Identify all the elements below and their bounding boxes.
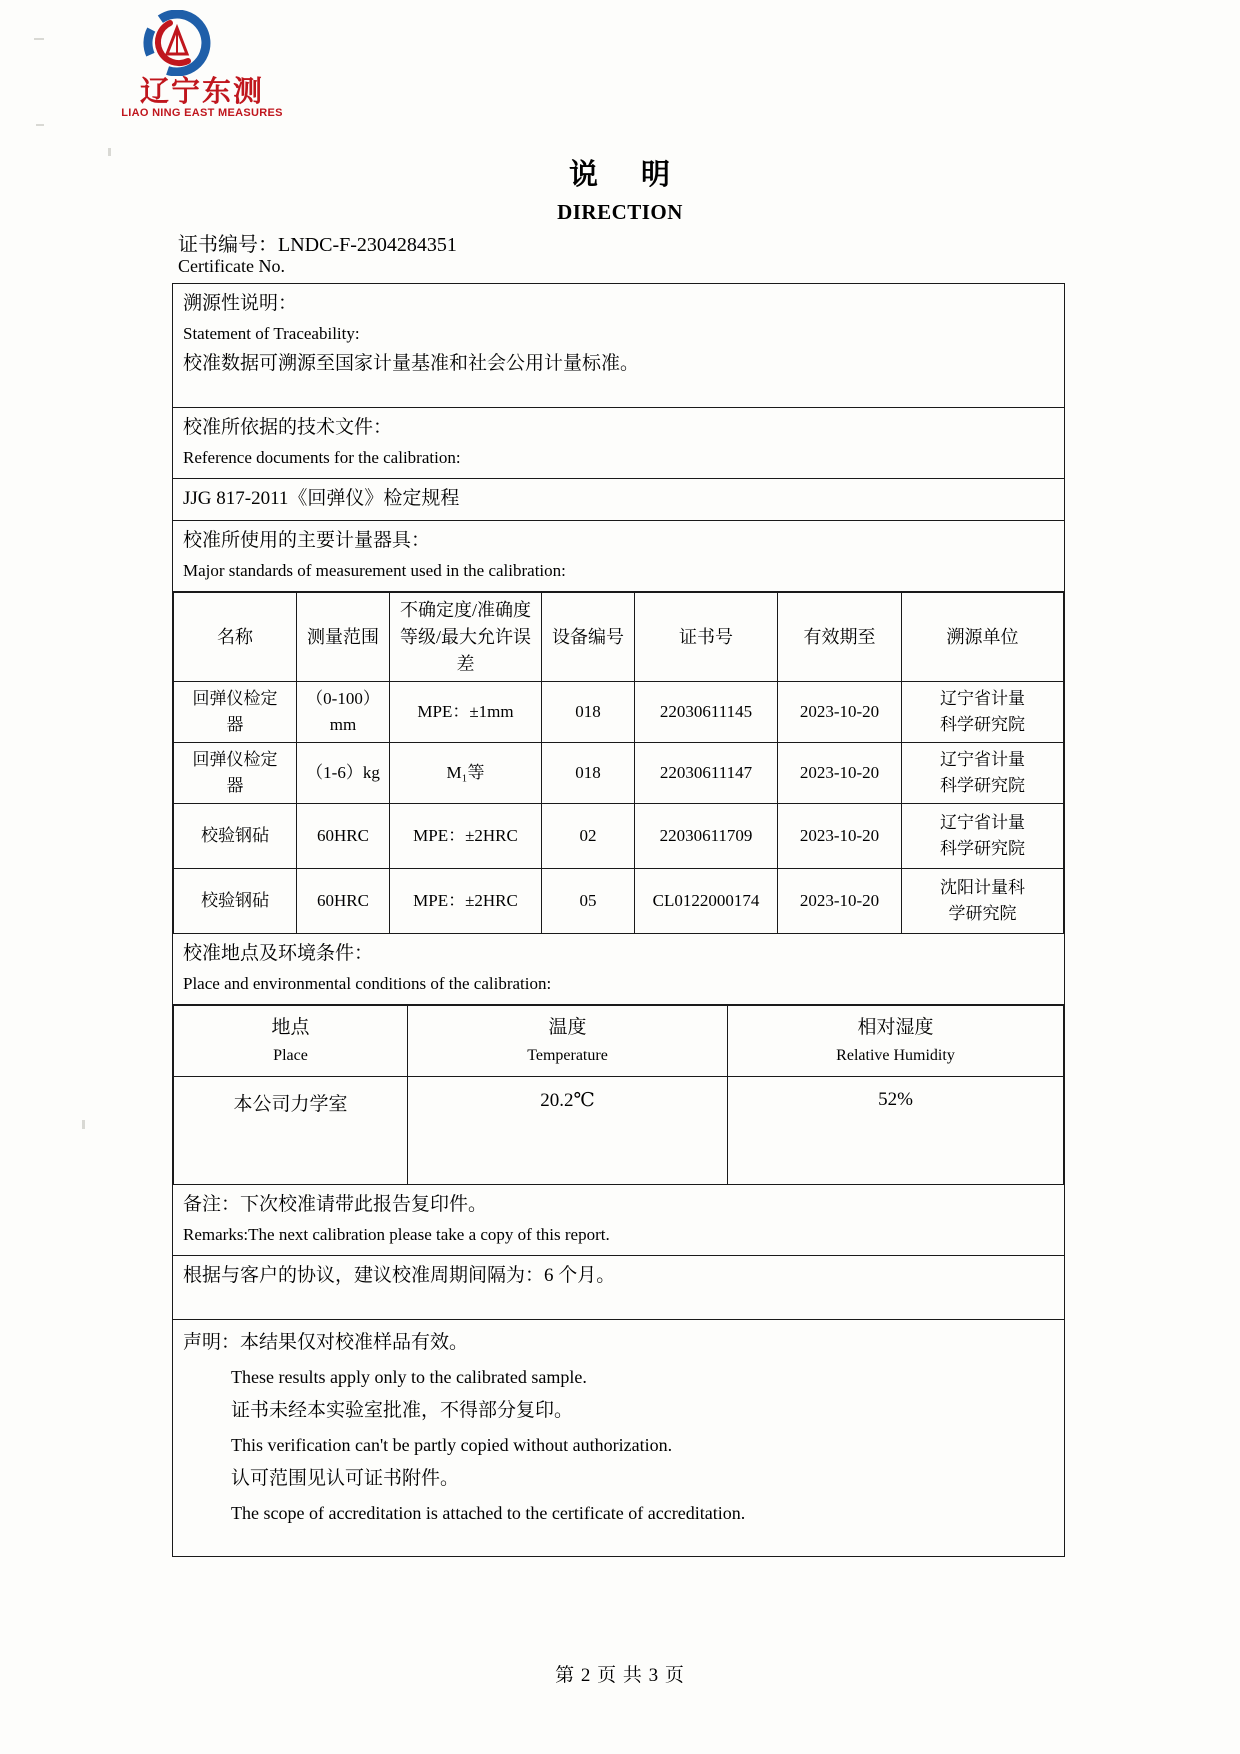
statement-line-5: 认可范围见认可证书附件。	[231, 1468, 460, 1489]
scan-speckle	[82, 1120, 85, 1129]
cell-uncertainty: MPE：±2HRC	[390, 869, 542, 934]
section-calibration-interval	[173, 1256, 1064, 1320]
section-environment-heading	[173, 934, 1064, 1005]
col-header-equipment-no: 设备编号	[542, 593, 635, 682]
cell-certificate-no: 22030611147	[635, 743, 778, 804]
statement-line-6: The scope of accreditation is attached to the certificate of accreditation.	[231, 1503, 746, 1523]
cell-humidity: 52%	[728, 1077, 1064, 1185]
cell-equipment-no: 05	[542, 869, 635, 934]
certificate-number-value: LNDC-F-2304284351	[278, 234, 457, 256]
logo-company-name-cn: 辽宁东测	[139, 74, 264, 108]
remarks-cn: 备注：下次校准请带此报告复印件。	[183, 1194, 488, 1215]
section-statement	[173, 1320, 1064, 1556]
col-header-temperature-cn: 温度	[548, 1017, 587, 1038]
standards-heading-en: Major standards of measurement used in the calibration:	[183, 561, 566, 580]
cell-range	[297, 869, 390, 934]
statement-line-3: 证书未经本实验室批准，不得部分复印。	[231, 1400, 574, 1421]
page-title-cn	[0, 152, 1240, 193]
reference-heading-en: Reference documents for the calibration:	[183, 448, 461, 467]
col-header-place-en: Place	[273, 1047, 308, 1064]
scan-speckle	[34, 38, 44, 40]
section-reference-heading	[173, 408, 1064, 479]
cell-valid-until: 2023-10-20	[778, 743, 902, 804]
section-standards-heading	[173, 521, 1064, 592]
cell-equipment-no: 02	[542, 804, 635, 869]
statement-line-1: 声明：本结果仅对校准样品有效。	[183, 1332, 469, 1353]
logo-company-name-en: LIAO NING EAST MEASURES	[121, 107, 283, 119]
cell-certificate-no: 22030611145	[635, 682, 778, 743]
traceability-heading-cn: 溯源性说明：	[183, 293, 298, 314]
cell-traceability-line1: 沈阳计量科	[940, 878, 1025, 897]
col-header-temperature-en: Temperature	[527, 1047, 608, 1064]
remarks-en: Remarks:The next calibration please take a copy of this report.	[183, 1225, 610, 1244]
col-header-uncertainty: 不确定度/准确度等级/最大允许误差	[390, 593, 542, 682]
standards-heading-cn: 校准所使用的主要计量器具：	[183, 530, 431, 551]
cell-uncertainty: MPE：±1mm	[390, 682, 542, 743]
direction-form	[172, 283, 1065, 1557]
cell-traceability-line1: 辽宁省计量	[940, 750, 1025, 769]
spacer	[183, 379, 1054, 401]
cell-temperature: 20.2℃	[408, 1077, 728, 1185]
standards-table	[173, 592, 1064, 934]
reference-heading-cn: 校准所依据的技术文件：	[183, 417, 393, 438]
col-header-certificate-no: 证书号	[635, 593, 778, 682]
environment-heading-cn: 校准地点及环境条件：	[183, 943, 374, 964]
cell-traceability-line2: 科学研究院	[940, 839, 1025, 858]
company-logo	[96, 8, 326, 126]
cell-traceability-line1: 辽宁省计量	[940, 689, 1025, 708]
cell-name	[174, 743, 297, 804]
page-title-cn-char1: 说	[568, 157, 599, 191]
section-environment-table	[173, 1005, 1064, 1185]
environment-table	[173, 1005, 1064, 1185]
table-row	[174, 743, 1064, 804]
scan-speckle	[36, 124, 44, 126]
cell-valid-until: 2023-10-20	[778, 682, 902, 743]
table-row	[174, 1077, 1064, 1185]
cell-traceability-unit	[902, 869, 1064, 934]
cell-name-line1: 校验钢砧	[201, 891, 269, 910]
cell-name	[174, 869, 297, 934]
environment-table-header-row	[174, 1006, 1064, 1077]
cell-equipment-no: 018	[542, 682, 635, 743]
traceability-content: 校准数据可溯源至国家计量基准和社会公用计量标准。	[183, 353, 640, 374]
statement-line-4: This verification can't be partly copied without authorization.	[231, 1435, 673, 1455]
traceability-heading-en: Statement of Traceability:	[183, 324, 360, 343]
cell-traceability-line2: 科学研究院	[940, 776, 1025, 795]
cell-name	[174, 682, 297, 743]
logo-emblem-icon	[134, 10, 220, 76]
table-row	[174, 869, 1064, 934]
cell-range-line1: 60HRC	[317, 891, 369, 910]
section-standards-table	[173, 592, 1064, 934]
cell-name-line1: 回弹仪检定	[192, 750, 278, 769]
table-row	[174, 682, 1064, 743]
col-header-range: 测量范围	[297, 593, 390, 682]
cell-certificate-no: CL0122000174	[635, 869, 778, 934]
cell-place: 本公司力学室	[174, 1077, 408, 1185]
col-header-humidity-en: Relative Humidity	[836, 1047, 955, 1064]
cell-name-line1: 校验钢砧	[201, 826, 269, 845]
cell-valid-until: 2023-10-20	[778, 804, 902, 869]
cell-uncertainty: M₁等	[390, 743, 542, 804]
col-header-humidity-cn: 相对湿度	[857, 1017, 934, 1038]
cell-traceability-line2: 学研究院	[948, 904, 1017, 923]
cell-name-line2: 器	[226, 715, 244, 734]
col-header-place-cn: 地点	[271, 1017, 310, 1038]
environment-heading-en: Place and environmental conditions of the calibration:	[183, 974, 552, 993]
page-title-cn-char2: 明	[641, 157, 672, 191]
cell-valid-until: 2023-10-20	[778, 869, 902, 934]
col-header-humidity	[728, 1006, 1064, 1077]
certificate-number-label-cn: 证书编号：	[178, 234, 278, 256]
cell-range	[297, 743, 390, 804]
col-header-place	[174, 1006, 408, 1077]
cell-traceability-unit	[902, 804, 1064, 869]
cell-traceability-unit	[902, 682, 1064, 743]
cell-name-line2: 器	[226, 776, 244, 795]
table-row	[174, 804, 1064, 869]
page-footer: 第 2 页 共 3 页	[555, 1665, 685, 1686]
col-header-temperature	[408, 1006, 728, 1077]
reference-content: JJG 817-2011《回弹仪》检定规程	[183, 488, 460, 509]
cell-equipment-no: 018	[542, 743, 635, 804]
col-header-valid-until: 有效期至	[778, 593, 902, 682]
cell-name	[174, 804, 297, 869]
cell-range	[297, 804, 390, 869]
certificate-number-label-en: Certificate No.	[178, 256, 285, 276]
certificate-number-line	[178, 228, 457, 257]
cell-range-line1: 60HRC	[317, 826, 369, 845]
standards-table-header-row	[174, 593, 1064, 682]
col-header-name: 名称	[174, 593, 297, 682]
spacer	[183, 1291, 1054, 1313]
section-remarks	[173, 1185, 1064, 1256]
cell-range-line1: （0-100）	[306, 689, 380, 708]
cell-range	[297, 682, 390, 743]
section-traceability	[173, 284, 1064, 408]
cell-traceability-unit	[902, 743, 1064, 804]
col-header-traceability-unit: 溯源单位	[902, 593, 1064, 682]
cell-traceability-line2: 科学研究院	[940, 715, 1025, 734]
page-title-en: DIRECTION	[557, 200, 683, 224]
statement-line-2: These results apply only to the calibrated sample.	[231, 1367, 587, 1387]
cell-range-line2: mm	[329, 715, 357, 734]
cell-range-line1: （1-6）kg	[306, 763, 380, 782]
cell-name-line1: 回弹仪检定	[192, 689, 278, 708]
section-reference-content	[173, 479, 1064, 521]
calibration-interval-text: 根据与客户的协议，建议校准周期间隔为：6 个月。	[183, 1265, 616, 1286]
cell-traceability-line1: 辽宁省计量	[940, 813, 1025, 832]
cell-certificate-no: 22030611709	[635, 804, 778, 869]
cell-uncertainty: MPE：±2HRC	[390, 804, 542, 869]
